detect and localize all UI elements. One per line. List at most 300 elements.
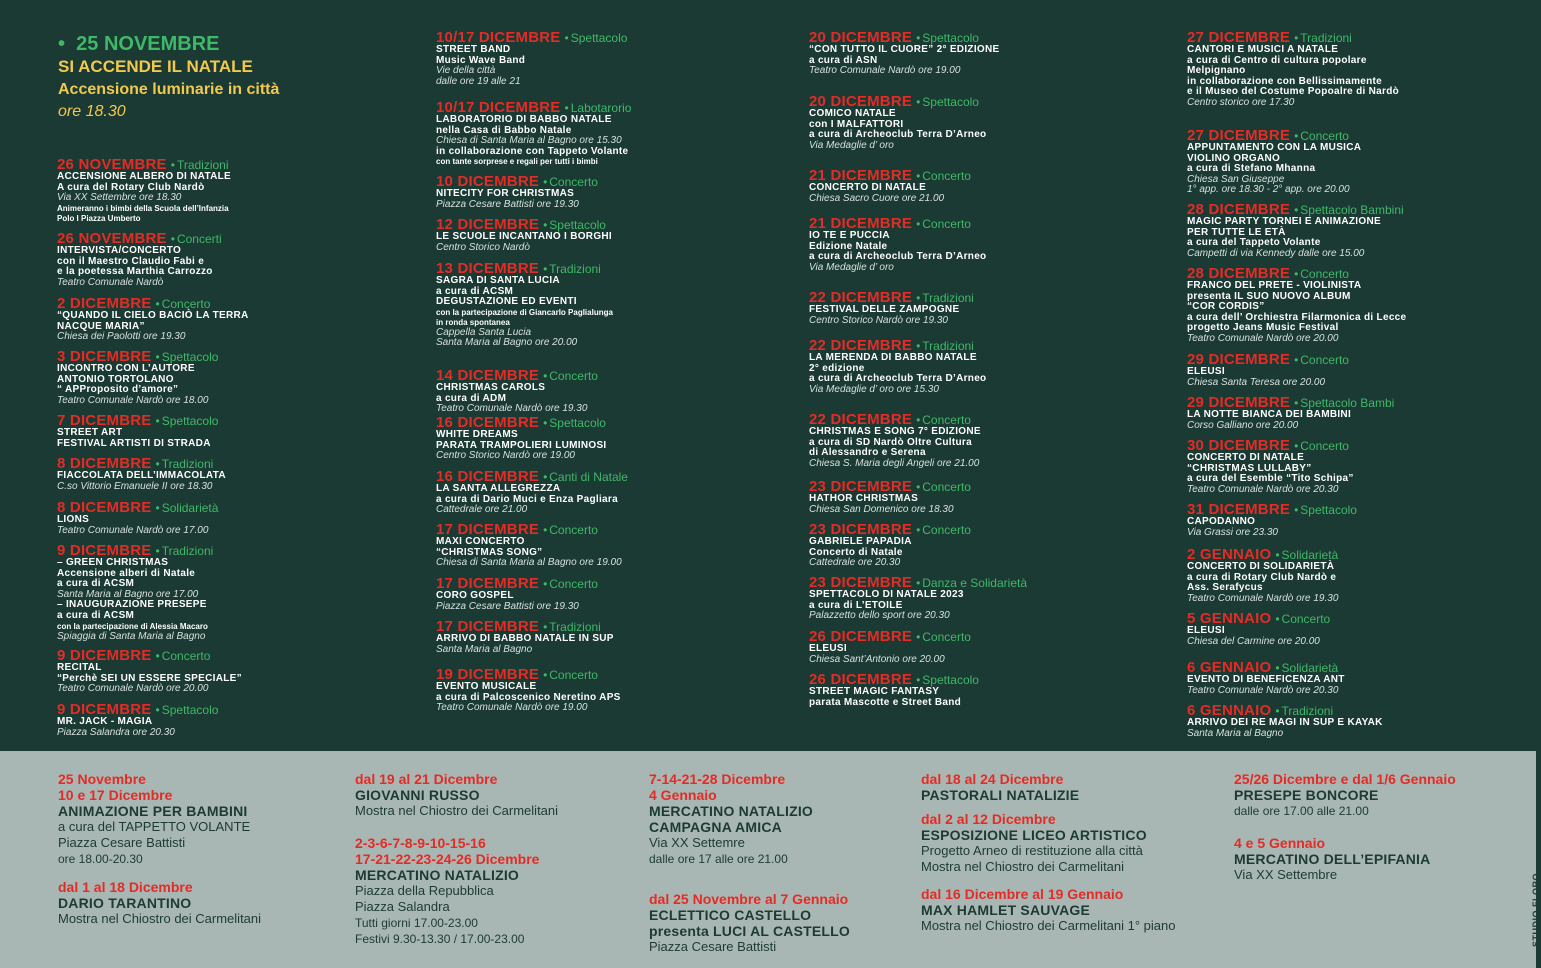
event-detail-line: Chiesa del Carmine ore 20.00 xyxy=(1187,635,1320,647)
event-header xyxy=(1187,502,1527,517)
event-detail-line: LA NOTTE BIANCA DEI BAMBINI xyxy=(1187,409,1352,420)
category-dot-icon: • xyxy=(170,158,175,172)
event-category: Spettacolo xyxy=(161,350,219,364)
event-date: 26 DICEMBRE xyxy=(809,671,913,688)
event-header xyxy=(809,479,1159,494)
ongoing-event-line: dalle ore 17 alle ore 21.00 xyxy=(649,852,788,866)
event-category: Tradizioni xyxy=(1300,31,1352,45)
event-detail-line: Cattedrale ore 20.30 xyxy=(809,557,901,569)
ongoing-event-line: 17-21-22-23-24-26 Dicembre xyxy=(355,851,540,867)
event-detail-line: MAXI CONCERTO xyxy=(436,536,525,547)
event-detail-line: Piazza Cesare Battisti ore 19.30 xyxy=(436,600,579,612)
category-dot-icon: • xyxy=(1294,439,1299,453)
ongoing-event-line: PASTORALI NATALIZIE xyxy=(921,787,1080,803)
category-dot-icon: • xyxy=(155,544,160,558)
event-detail-line: con la partecipazione di Giancarlo Paglialunga xyxy=(436,307,613,317)
event-detail-line: FRANCO DEL PRETE - VIOLINISTA xyxy=(1187,280,1362,291)
ongoing-event-line: presenta LUCI AL CASTELLO xyxy=(649,923,851,939)
event-detail-line: a cura di Centro di cultura popolare xyxy=(1187,54,1367,66)
event-date: 16 DICEMBRE xyxy=(436,414,540,431)
event-detail-line: Chiesa Sacro Cuore ore 21.00 xyxy=(809,192,945,204)
event-detail-line: a cura di Archeoclub Terra D’Arneo xyxy=(809,373,987,385)
event-header xyxy=(436,368,776,383)
event-date: 19 DICEMBRE xyxy=(436,666,540,683)
event-detail-line: INCONTRO CON L’AUTORE xyxy=(57,363,195,374)
category-dot-icon: • xyxy=(916,576,921,590)
event-detail-line: a cura di Archeoclub Terra D’Arneo xyxy=(809,129,987,141)
event-detail-line: A cura del Rotary Club Nardò xyxy=(57,181,205,193)
category-dot-icon: • xyxy=(1294,31,1299,45)
event-category: Solidarietà xyxy=(1281,661,1339,675)
event-date: 9 DICEMBRE xyxy=(57,647,152,664)
event-entry xyxy=(57,349,387,406)
ongoing-event-line: ECLETTICO CASTELLO xyxy=(649,907,812,923)
event-detail-line: GABRIELE PAPADIA xyxy=(809,536,912,547)
category-dot-icon: • xyxy=(1294,267,1299,281)
event-entry xyxy=(809,575,1159,622)
event-header xyxy=(57,413,387,428)
category-dot-icon: • xyxy=(916,169,921,183)
category-dot-icon: • xyxy=(916,217,921,231)
category-dot-icon: • xyxy=(543,262,548,276)
event-detail-line: APPUNTAMENTO CON LA MUSICA xyxy=(1187,142,1362,153)
ongoing-event-line: Mostra nel Chiostro dei Carmelitani xyxy=(355,803,559,818)
category-dot-icon: • xyxy=(1275,661,1280,675)
event-category: Concerti xyxy=(176,232,222,246)
event-date: 9 DICEMBRE xyxy=(57,701,152,718)
event-entry xyxy=(436,368,776,415)
event-detail-line: in collaborazione con Bellissimamente xyxy=(1187,75,1383,87)
event-entry xyxy=(436,30,776,87)
hero-announcement xyxy=(58,32,388,123)
event-date: 21 DICEMBRE xyxy=(809,167,913,184)
event-detail-line: a cura di Dario Muci e Enza Pagliara xyxy=(436,493,618,505)
event-entry xyxy=(57,648,387,695)
event-date: 16 DICEMBRE xyxy=(436,468,540,485)
event-header xyxy=(1187,128,1527,143)
event-detail-line: “QUANDO IL CIELO BACIÒ LA TERRA xyxy=(57,310,249,321)
category-dot-icon: • xyxy=(916,31,921,45)
event-header xyxy=(1187,611,1527,626)
event-category: Spettacolo xyxy=(549,416,606,430)
event-detail-line: Via Medaglie d’ oro ore 15.30 xyxy=(809,383,939,395)
event-date: 13 DICEMBRE xyxy=(436,260,540,277)
ongoing-event-line: dal 19 al 21 Dicembre xyxy=(355,771,498,787)
event-header xyxy=(809,629,1159,644)
category-dot-icon: • xyxy=(155,297,160,311)
event-detail-line: presenta IL SUO NUOVO ALBUM xyxy=(1187,290,1351,302)
event-detail-line: Cappella Santa Lucia xyxy=(436,326,532,338)
event-header xyxy=(57,456,387,471)
ongoing-event xyxy=(58,771,338,867)
category-dot-icon: • xyxy=(916,673,921,687)
event-entry xyxy=(1187,438,1527,495)
event-date: 22 DICEMBRE xyxy=(809,337,913,354)
event-detail-line: STREET ART xyxy=(57,427,123,438)
ongoing-event-line: Progetto Arneo di restituzione alla città xyxy=(921,843,1143,858)
event-detail-line: Santa Maria al Bagno ore 17.00 xyxy=(57,588,199,600)
event-detail-line: Teatro Comunale Nardò ore 18.00 xyxy=(57,394,209,406)
event-detail-line: a cura dell’ Orchiestra Filarmonica di Lecce xyxy=(1187,311,1407,323)
event-header xyxy=(809,30,1159,45)
event-detail-line: INTERVISTA/CONCERTO xyxy=(57,245,182,256)
event-detail-line: LABORATORIO DI BABBO NATALE xyxy=(436,114,612,125)
event-detail-line: CHRISTMAS E SONG 7° EDIZIONE xyxy=(809,426,981,437)
event-header xyxy=(1187,395,1527,410)
ongoing-event xyxy=(1234,771,1494,819)
ongoing-event-line: DARIO TARANTINO xyxy=(58,895,192,911)
event-header xyxy=(1187,438,1527,453)
event-entry xyxy=(1187,611,1527,647)
ongoing-event-line: GIOVANNI RUSSO xyxy=(355,787,480,803)
ongoing-event-line: 7-14-21-28 Dicembre xyxy=(649,771,786,787)
event-date: 8 DICEMBRE xyxy=(57,499,152,516)
event-date: 26 DICEMBRE xyxy=(809,628,913,645)
event-entry xyxy=(57,296,387,343)
ongoing-event-line: Piazza della Repubblica xyxy=(355,883,494,898)
event-detail-line: LA MERENDA DI BABBO NATALE xyxy=(809,352,977,363)
event-header xyxy=(809,290,1159,305)
ongoing-event-line: dal 16 Dicembre al 19 Gennaio xyxy=(921,886,1124,902)
category-dot-icon: • xyxy=(543,175,548,189)
ongoing-event-line: MERCATINO DELL’EPIFANIA xyxy=(1234,851,1431,867)
event-detail-line: FESTIVAL DELLE ZAMPOGNE xyxy=(809,304,960,315)
event-entry xyxy=(1187,128,1527,196)
event-category: Concerto xyxy=(1300,353,1349,367)
category-dot-icon: • xyxy=(155,703,160,717)
event-detail-line: Centro Storico Nardò ore 19.00 xyxy=(436,450,575,462)
event-detail-line: Cattedrale ore 21.00 xyxy=(436,504,528,516)
ongoing-event-line: dalle ore 17.00 alle 21.00 xyxy=(1234,804,1369,818)
event-detail-line: a cura di ACSM xyxy=(436,285,514,297)
event-category: Concerto xyxy=(922,630,971,644)
event-date: 27 DICEMBRE xyxy=(1187,29,1291,46)
event-detail-line: Teatro Comunale Nardò ore 19.00 xyxy=(809,65,961,77)
event-detail-line: Campetti di via Kennedy dalle ore 15.00 xyxy=(1187,247,1365,259)
ongoing-event xyxy=(355,771,635,819)
event-entry xyxy=(57,702,387,738)
event-detail-line: di Alessandro e Serena xyxy=(809,447,926,459)
ongoing-event-line: CAMPAGNA AMICA xyxy=(649,819,782,835)
event-entry xyxy=(809,168,1159,204)
event-detail-line: in collaborazione con Tappeto Volante xyxy=(436,145,629,157)
category-dot-icon: • xyxy=(543,369,548,383)
event-category: Tradizioni xyxy=(549,620,601,634)
event-entry xyxy=(809,672,1159,708)
event-category: Concerto xyxy=(922,523,971,537)
event-date: 23 DICEMBRE xyxy=(809,478,913,495)
event-category: Concerto xyxy=(922,169,971,183)
event-detail-line: MR. JACK - MAGIA xyxy=(57,716,153,727)
event-header xyxy=(57,157,387,172)
event-detail-line: con il Maestro Claudio Fabi e xyxy=(57,255,205,267)
event-detail-line: con la partecipazione di Alessia Macaro xyxy=(57,621,208,631)
event-category: Concerto xyxy=(1300,129,1349,143)
event-detail-line: a cura di ACSM xyxy=(57,578,135,590)
category-dot-icon: • xyxy=(1294,353,1299,367)
ongoing-event-line: MERCATINO NATALIZIO xyxy=(355,867,520,883)
event-detail-line: Teatro Comunale Nardò ore 20.30 xyxy=(1187,684,1339,696)
event-category: Spettacolo xyxy=(922,95,979,109)
event-entry xyxy=(1187,352,1527,388)
event-date: 22 DICEMBRE xyxy=(809,411,913,428)
ongoing-event-line: dal 2 al 12 Dicembre xyxy=(921,811,1056,827)
event-category: Tradizioni xyxy=(549,262,601,276)
event-header xyxy=(436,619,776,634)
event-category: Spettacolo xyxy=(161,414,219,428)
event-detail-line: a cura di ACSM xyxy=(57,609,135,621)
event-date: 20 DICEMBRE xyxy=(809,93,913,110)
event-header xyxy=(436,522,776,537)
event-date: 23 DICEMBRE xyxy=(809,574,913,591)
event-category: Spettacolo xyxy=(161,703,219,717)
event-date: 14 DICEMBRE xyxy=(436,367,540,384)
event-header xyxy=(1187,352,1527,367)
category-dot-icon: • xyxy=(543,218,548,232)
category-dot-icon: • xyxy=(916,523,921,537)
event-date: 7 DICEMBRE xyxy=(57,412,152,429)
category-dot-icon: • xyxy=(916,95,921,109)
event-category: Tradizioni xyxy=(922,339,974,353)
event-header xyxy=(809,94,1159,109)
event-entry xyxy=(436,522,776,569)
event-header xyxy=(809,672,1159,687)
event-header xyxy=(57,500,387,515)
event-detail-line: Teatro Comunale Nardò ore 20.00 xyxy=(57,683,209,695)
category-dot-icon: • xyxy=(1294,503,1299,517)
event-detail-line: CAPODANNO xyxy=(1187,516,1256,527)
event-date: 10/17 DICEMBRE xyxy=(436,99,561,116)
event-detail-line: C.so Vittorio Emanuele II ore 18.30 xyxy=(57,480,213,492)
event-detail-line: a cura di Palcoscenico Neretino APS xyxy=(436,691,621,703)
event-category: Concerto xyxy=(922,217,971,231)
event-category: Concerto xyxy=(1300,439,1349,453)
event-detail-line: Via Medaglie d’ oro xyxy=(809,261,894,273)
ongoing-event-line: MERCATINO NATALIZIO xyxy=(649,803,814,819)
event-entry xyxy=(436,100,776,167)
category-dot-icon: • xyxy=(543,523,548,537)
event-date: 3 DICEMBRE xyxy=(57,348,152,365)
event-detail-line: a cura di Rotary Club Nardò e xyxy=(1187,571,1337,583)
ongoing-event xyxy=(921,771,1221,803)
event-detail-line: Teatro Comunale Nardò xyxy=(57,276,164,288)
ongoing-event xyxy=(355,835,635,947)
ongoing-event-line: Festivi 9.30-13.30 / 17.00-23.00 xyxy=(355,932,525,946)
event-entry xyxy=(57,231,387,288)
event-entry xyxy=(57,543,387,642)
event-header xyxy=(436,415,776,430)
event-detail-line: con I MALFATTORI xyxy=(809,118,904,130)
event-entry xyxy=(1187,703,1527,739)
event-detail-line: Chiesa San Giuseppe xyxy=(1187,173,1285,185)
category-dot-icon: • xyxy=(543,577,548,591)
event-detail-line: FIACCOLATA DELL’IMMACOLATA xyxy=(57,470,226,481)
event-header xyxy=(57,543,387,558)
category-dot-icon: • xyxy=(564,101,569,115)
event-category: Spettacolo xyxy=(922,673,979,687)
event-date: 23 DICEMBRE xyxy=(809,521,913,538)
event-date: 2 DICEMBRE xyxy=(57,295,152,312)
event-category: Concerto xyxy=(549,175,598,189)
event-detail-line: IO TE E PUCCIA xyxy=(809,230,890,241)
event-detail-line: in ronda spontanea xyxy=(436,317,510,327)
ongoing-event xyxy=(649,771,919,867)
event-entry xyxy=(809,94,1159,151)
event-header xyxy=(436,469,776,484)
event-entry xyxy=(57,456,387,492)
event-detail-line: Ass. Serafycus xyxy=(1187,582,1263,594)
event-detail-line: e la poetessa Marthia Carrozzo xyxy=(57,266,213,278)
event-header xyxy=(809,338,1159,353)
event-entry xyxy=(436,217,776,253)
event-header xyxy=(57,702,387,717)
event-entry xyxy=(436,415,776,462)
event-entry xyxy=(1187,202,1527,259)
event-category: Labotarorio xyxy=(570,101,632,115)
ongoing-event-line: PRESEPE BONCORE xyxy=(1234,787,1379,803)
event-detail-line: Chiesa Santa Teresa ore 20.00 xyxy=(1187,376,1326,388)
event-detail-line: Centro Storico Nardò ore 19.30 xyxy=(809,314,948,326)
ongoing-event-line: Mostra nel Chiostro dei Carmelitani xyxy=(58,911,262,926)
ongoing-event xyxy=(58,879,338,927)
event-detail-line: Via XX Settembre ore 18.30 xyxy=(57,192,182,204)
ongoing-event-line: dal 18 al 24 Dicembre xyxy=(921,771,1064,787)
ongoing-event-line: dal 25 Novembre al 7 Gennaio xyxy=(649,891,849,907)
event-detail-line: CONCERTO DI NATALE xyxy=(1187,452,1305,463)
event-category: Canti di Natale xyxy=(549,470,628,484)
event-detail-line: STREET MAGIC FANTASY xyxy=(809,686,940,697)
event-detail-line: “ APProposito d’amore” xyxy=(57,384,179,396)
event-detail-line: a cura di L’ETOILE xyxy=(809,599,903,611)
event-date: 5 GENNAIO xyxy=(1187,610,1272,627)
event-detail-line: Music Wave Band xyxy=(436,54,526,66)
event-entry xyxy=(809,290,1159,326)
event-detail-line: Vie della città xyxy=(436,65,496,77)
event-category: Spettacolo xyxy=(922,31,979,45)
event-detail-line: “CHRISTMAS LULLABY” xyxy=(1187,462,1312,474)
event-entry xyxy=(436,576,776,612)
event-date: 6 GENNAIO xyxy=(1187,659,1272,676)
event-entry xyxy=(1187,395,1527,431)
event-date: 8 DICEMBRE xyxy=(57,455,152,472)
event-date: 17 DICEMBRE xyxy=(436,575,540,592)
event-date: 27 DICEMBRE xyxy=(1187,127,1291,144)
event-category: Tradizioni xyxy=(161,457,214,471)
event-detail-line: Teatro Comunale Nardò ore 19.30 xyxy=(1187,592,1339,604)
event-detail-line: LIONS xyxy=(57,514,90,525)
event-entry xyxy=(57,500,387,536)
event-date: 21 DICEMBRE xyxy=(809,215,913,232)
event-category: Solidarietà xyxy=(161,501,219,515)
event-detail-line: FESTIVAL ARTISTI DI STRADA xyxy=(57,437,211,449)
event-date: 22 DICEMBRE xyxy=(809,289,913,306)
event-category: Tradizioni xyxy=(922,291,974,305)
event-category: Tradizioni xyxy=(1281,704,1334,718)
event-entry xyxy=(809,629,1159,665)
event-detail-line: Via Medaglie d’ oro xyxy=(809,139,894,151)
event-detail-line: Polo I Piazza Umberto xyxy=(57,213,141,223)
event-detail-line: LA SANTA ALLEGREZZA xyxy=(436,483,561,494)
event-detail-line: a cura di Stefano Mhanna xyxy=(1187,163,1316,175)
event-detail-line: Santa Maria al Bagno xyxy=(1187,727,1284,739)
event-date: 9 DICEMBRE xyxy=(57,542,152,559)
category-dot-icon: • xyxy=(155,501,160,515)
event-detail-line: e il Museo del Costume Popoalre di Nardò xyxy=(1187,86,1400,98)
event-detail-line: SPETTACOLO DI NATALE 2023 xyxy=(809,589,964,600)
ongoing-event-line: a cura del TAPPETTO VOLANTE xyxy=(58,819,251,834)
event-detail-line: “Perchè SEI UN ESSERE SPECIALE” xyxy=(57,672,242,684)
event-detail-line: “CON TUTTO IL CUORE” 2° EDIZIONE xyxy=(809,44,1000,55)
event-detail-line: Melpignano xyxy=(1187,65,1246,77)
event-detail-line: a cura di SD Nardò Oltre Cultura xyxy=(809,436,972,448)
event-detail-line: Teatro Comunale Nardò ore 17.00 xyxy=(57,524,209,536)
event-detail-line: CANTORI E MUSICI A NATALE xyxy=(1187,44,1339,55)
category-dot-icon: • xyxy=(543,470,548,484)
event-entry xyxy=(809,216,1159,273)
event-detail-line: Chiesa dei Paolotti ore 19.30 xyxy=(57,331,186,343)
event-detail-line: CHRISTMAS CAROLS xyxy=(436,382,546,393)
event-detail-line: Spiaggia di Santa Maria al Bagno xyxy=(57,630,206,642)
ongoing-event-line: Via XX Settembre xyxy=(1234,867,1338,882)
category-dot-icon: • xyxy=(155,649,160,663)
ongoing-event-line: 2-3-6-7-8-9-10-15-16 xyxy=(355,835,486,851)
category-dot-icon: • xyxy=(155,350,160,364)
ongoing-event-line: Via XX Settemre xyxy=(649,835,745,850)
event-detail-line: Santa Maria al Bagno ore 20.00 xyxy=(436,337,578,349)
event-category: Concerto xyxy=(161,297,211,311)
event-detail-line: Edizione Natale xyxy=(809,240,888,252)
event-entry xyxy=(1187,30,1527,109)
event-detail-line: Corso Galliano ore 20.00 xyxy=(1187,419,1299,431)
category-dot-icon: • xyxy=(916,339,921,353)
event-detail-line: ELEUSI xyxy=(1187,625,1225,636)
event-detail-line: “COR CORDIS” xyxy=(1187,301,1265,313)
event-detail-line: a cura di Archeoclub Terra D’Arneo xyxy=(809,251,987,263)
event-date: 10/17 DICEMBRE xyxy=(436,29,561,46)
category-dot-icon: • xyxy=(1294,203,1299,217)
event-header xyxy=(57,648,387,663)
event-entry xyxy=(1187,502,1527,538)
category-dot-icon: • xyxy=(155,457,160,471)
event-header xyxy=(1187,202,1527,217)
event-header xyxy=(1187,30,1527,45)
event-header xyxy=(1187,703,1527,718)
event-entry xyxy=(436,667,776,714)
event-header xyxy=(57,231,387,246)
event-entry xyxy=(57,157,387,224)
event-detail-line: STREET BAND xyxy=(436,44,511,55)
event-date: 26 NOVEMBRE xyxy=(57,156,167,173)
event-detail-line: Palazzetto dello sport ore 20.30 xyxy=(809,610,950,622)
event-detail-line: con tante sorprese e regali per tutti i bimbi xyxy=(436,157,598,167)
event-detail-line: ARRIVO DI BABBO NATALE IN SUP xyxy=(436,633,614,644)
hero-date: • 25 NOVEMBRE xyxy=(58,33,220,55)
event-date: 12 DICEMBRE xyxy=(436,216,540,233)
event-category: Tradizioni xyxy=(161,544,214,558)
event-category: Concerto xyxy=(922,413,971,427)
event-header xyxy=(809,575,1159,590)
event-entry xyxy=(809,30,1159,77)
event-detail-line: PER TUTTE LE ETÀ xyxy=(1187,226,1286,238)
event-header xyxy=(809,522,1159,537)
event-detail-line: LE SCUOLE INCANTANO I BORGHI xyxy=(436,231,612,242)
event-category: Concerto xyxy=(1281,612,1331,626)
event-header xyxy=(1187,660,1527,675)
event-header xyxy=(57,296,387,311)
event-header xyxy=(436,576,776,591)
event-detail-line: a cura di ASN xyxy=(809,54,878,66)
ongoing-event-line: ANIMAZIONE PER BAMBINI xyxy=(58,803,248,819)
